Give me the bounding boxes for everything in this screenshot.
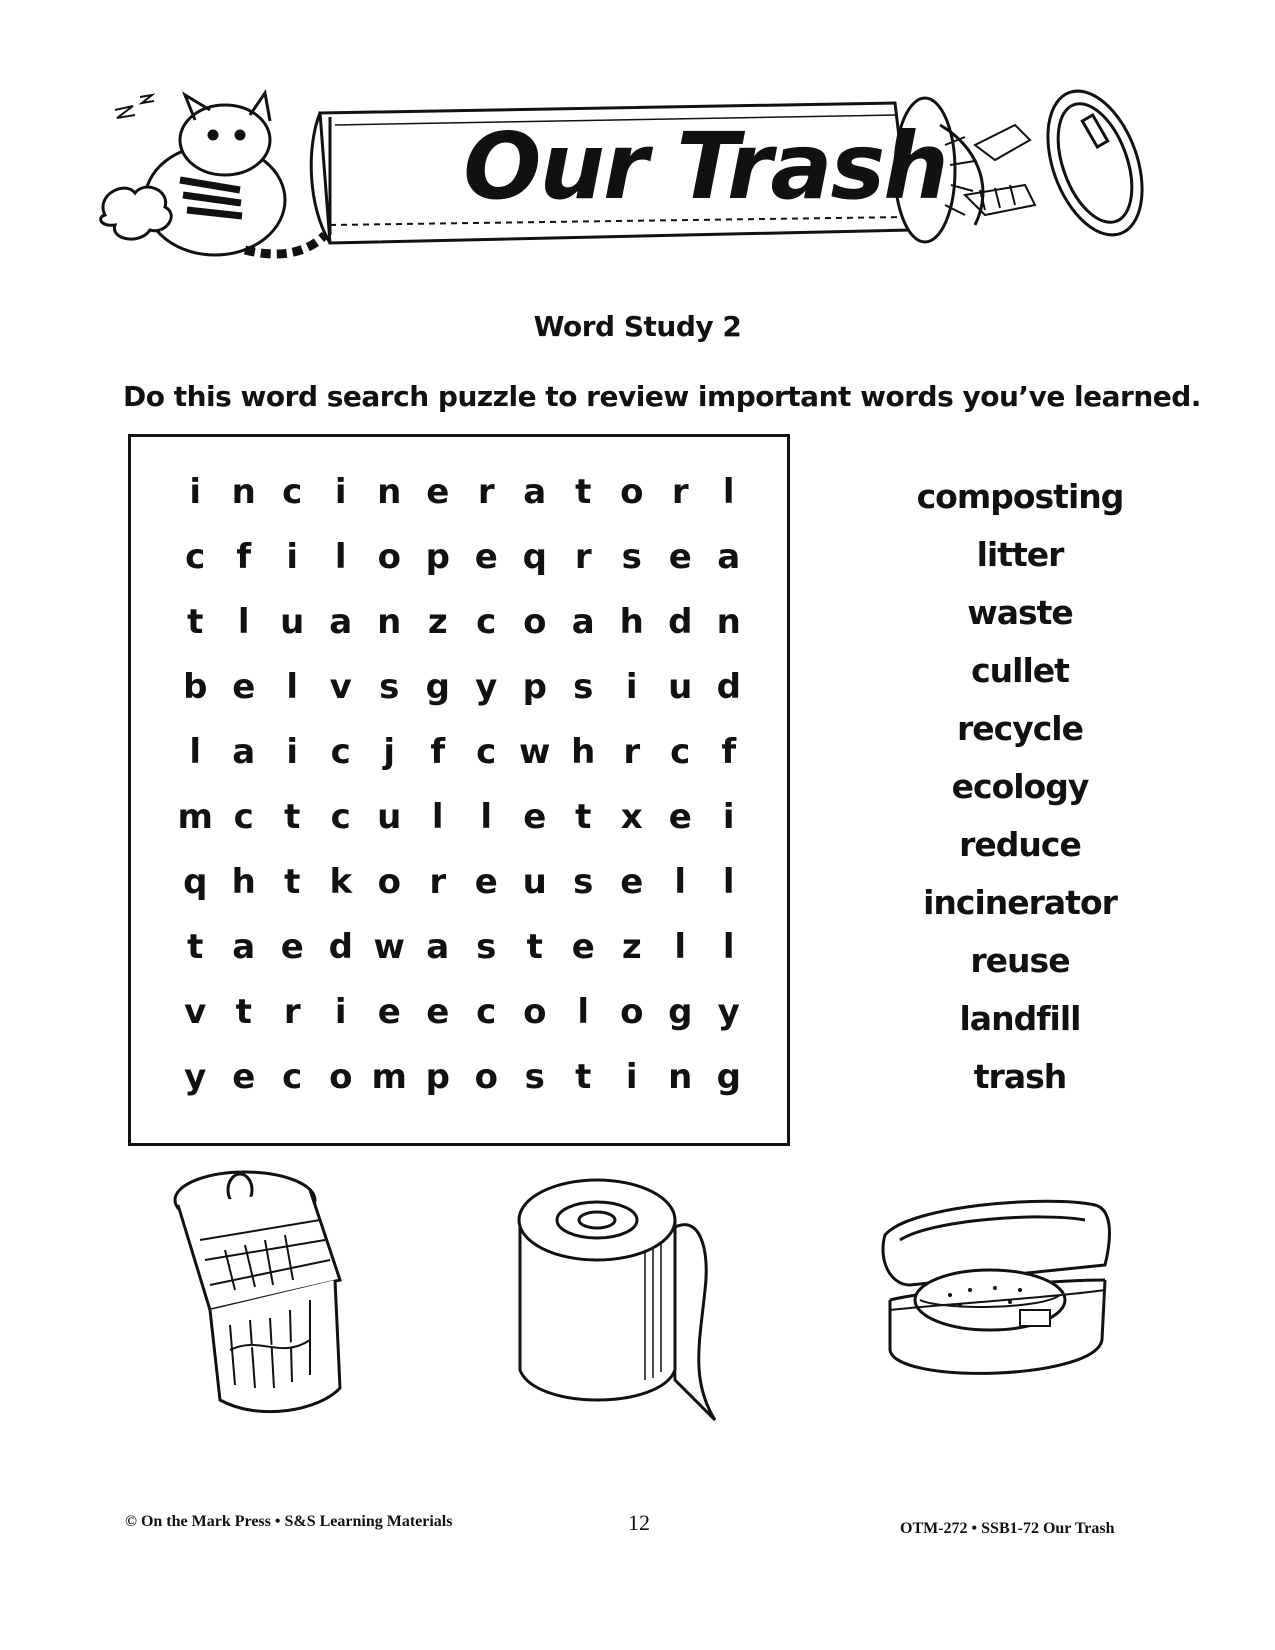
word-list-item: trash bbox=[973, 1057, 1067, 1096]
puzzle-letter: s bbox=[379, 666, 400, 707]
puzzle-letter: n bbox=[377, 471, 402, 512]
puzzle-letter: u bbox=[522, 861, 547, 902]
puzzle-letter: c bbox=[233, 796, 254, 837]
puzzle-letter: m bbox=[177, 796, 213, 837]
puzzle-letter: a bbox=[232, 926, 256, 967]
word-list-item: reuse bbox=[970, 941, 1070, 980]
puzzle-letter: q bbox=[522, 536, 547, 577]
puzzle-letter: z bbox=[621, 926, 642, 967]
puzzle-letter: i bbox=[334, 471, 347, 512]
puzzle-letter: r bbox=[623, 731, 641, 772]
puzzle-letter: o bbox=[620, 991, 644, 1032]
puzzle-letter: f bbox=[430, 731, 446, 772]
puzzle-letter: e bbox=[426, 471, 450, 512]
puzzle-letter: s bbox=[573, 666, 594, 707]
puzzle-row bbox=[171, 979, 753, 1044]
puzzle-letter: r bbox=[574, 536, 592, 577]
word-list-item: incinerator bbox=[923, 883, 1117, 922]
puzzle-letter: l bbox=[334, 536, 347, 577]
puzzle-letter: t bbox=[284, 796, 301, 837]
puzzle-letter: w bbox=[373, 926, 405, 967]
puzzle-letter: e bbox=[523, 796, 547, 837]
puzzle-letter: x bbox=[620, 796, 643, 837]
puzzle-letter: y bbox=[184, 1056, 207, 1097]
puzzle-letter: i bbox=[625, 666, 638, 707]
puzzle-letter: t bbox=[526, 926, 543, 967]
puzzle-letter: r bbox=[283, 991, 301, 1032]
word-list-item: waste bbox=[967, 593, 1073, 632]
puzzle-letter: l bbox=[431, 796, 444, 837]
puzzle-letter: v bbox=[184, 991, 207, 1032]
puzzle-letter: c bbox=[282, 471, 303, 512]
puzzle-letter: y bbox=[475, 666, 498, 707]
section-subtitle: Word Study 2 bbox=[533, 310, 742, 343]
crushed-can-icon bbox=[170, 1160, 370, 1430]
puzzle-letter: p bbox=[522, 666, 547, 707]
puzzle-letter: g bbox=[425, 666, 450, 707]
puzzle-letter: t bbox=[575, 796, 592, 837]
puzzle-letter: e bbox=[232, 1056, 256, 1097]
word-list-item: ecology bbox=[951, 767, 1089, 806]
puzzle-letter: z bbox=[427, 601, 448, 642]
word-list bbox=[890, 468, 1150, 1106]
puzzle-letter: t bbox=[575, 471, 592, 512]
puzzle-letter: k bbox=[329, 861, 353, 902]
puzzle-letter: h bbox=[619, 601, 644, 642]
puzzle-letter: e bbox=[620, 861, 644, 902]
puzzle-letter: t bbox=[235, 991, 252, 1032]
puzzle-letter: e bbox=[377, 991, 401, 1032]
word-list-item: litter bbox=[976, 535, 1064, 574]
puzzle-letter: l bbox=[189, 731, 202, 772]
puzzle-letter: r bbox=[429, 861, 447, 902]
puzzle-letter: r bbox=[477, 471, 495, 512]
puzzle-letter: c bbox=[330, 796, 351, 837]
word-list-item: composting bbox=[916, 477, 1124, 516]
puzzle-letter: l bbox=[237, 601, 250, 642]
puzzle-letter: d bbox=[328, 926, 353, 967]
puzzle-letter: l bbox=[674, 861, 687, 902]
puzzle-letter: c bbox=[282, 1056, 303, 1097]
puzzle-letter: o bbox=[377, 861, 401, 902]
puzzle-letter: e bbox=[668, 536, 692, 577]
puzzle-letter: c bbox=[476, 731, 497, 772]
puzzle-letter: w bbox=[519, 731, 551, 772]
word-list-item: recycle bbox=[957, 709, 1083, 748]
puzzle-letter: a bbox=[232, 731, 256, 772]
puzzle-letter: c bbox=[476, 601, 497, 642]
puzzle-letter: e bbox=[474, 861, 498, 902]
puzzle-letter: o bbox=[329, 1056, 353, 1097]
puzzle-letter: l bbox=[286, 666, 299, 707]
puzzle-row bbox=[171, 1044, 753, 1109]
puzzle-letter: g bbox=[668, 991, 693, 1032]
puzzle-letter: e bbox=[280, 926, 304, 967]
puzzle-letter: a bbox=[717, 536, 741, 577]
puzzle-letter: i bbox=[722, 796, 735, 837]
puzzle-letter: u bbox=[377, 796, 402, 837]
puzzle-letter: p bbox=[425, 1056, 450, 1097]
puzzle-letter: l bbox=[674, 926, 687, 967]
puzzle-row bbox=[171, 719, 753, 784]
puzzle-letter: y bbox=[717, 991, 740, 1032]
puzzle-letter: e bbox=[232, 666, 256, 707]
page-title: Our Trash bbox=[463, 113, 947, 220]
puzzle-letter: e bbox=[426, 991, 450, 1032]
puzzle-letter: i bbox=[189, 471, 202, 512]
puzzle-letter: n bbox=[668, 1056, 693, 1097]
puzzle-letter: u bbox=[668, 666, 693, 707]
puzzle-letter: u bbox=[280, 601, 305, 642]
puzzle-letter: s bbox=[573, 861, 594, 902]
puzzle-letter: e bbox=[474, 536, 498, 577]
puzzle-letter: f bbox=[236, 536, 252, 577]
puzzle-letter: a bbox=[426, 926, 450, 967]
puzzle-letter: o bbox=[523, 991, 547, 1032]
puzzle-letter: h bbox=[571, 731, 596, 772]
puzzle-letter: q bbox=[183, 861, 208, 902]
puzzle-letter: d bbox=[668, 601, 693, 642]
page-number: 12 bbox=[628, 1510, 650, 1535]
puzzle-letter: l bbox=[722, 861, 735, 902]
instructions-text: Do this word search puzzle to review important words you’ve learned. bbox=[123, 380, 1201, 413]
puzzle-letter: o bbox=[620, 471, 644, 512]
puzzle-letter: e bbox=[571, 926, 595, 967]
puzzle-letter: j bbox=[383, 731, 396, 772]
puzzle-letter: l bbox=[722, 471, 735, 512]
puzzle-letter: n bbox=[377, 601, 402, 642]
word-list-item: reduce bbox=[959, 825, 1081, 864]
puzzle-letter: v bbox=[329, 666, 352, 707]
puzzle-row bbox=[171, 524, 753, 589]
puzzle-letter: e bbox=[668, 796, 692, 837]
puzzle-row bbox=[171, 914, 753, 979]
puzzle-letter: i bbox=[286, 536, 299, 577]
puzzle-letter: l bbox=[480, 796, 493, 837]
puzzle-letter: c bbox=[476, 991, 497, 1032]
puzzle-letter: f bbox=[721, 731, 737, 772]
puzzle-letter: g bbox=[716, 1056, 741, 1097]
puzzle-letter: t bbox=[187, 926, 204, 967]
puzzle-letter: s bbox=[524, 1056, 545, 1097]
title-banner bbox=[95, 85, 1210, 285]
word-list-item: landfill bbox=[959, 999, 1081, 1038]
puzzle-letter: t bbox=[187, 601, 204, 642]
puzzle-letter: o bbox=[523, 601, 547, 642]
puzzle-letter: b bbox=[183, 666, 208, 707]
puzzle-letter: s bbox=[621, 536, 642, 577]
word-search-puzzle bbox=[128, 434, 790, 1146]
puzzle-letter: n bbox=[231, 471, 256, 512]
puzzle-letter: r bbox=[671, 471, 689, 512]
puzzle-letter: i bbox=[286, 731, 299, 772]
word-list-item: cullet bbox=[971, 651, 1069, 690]
puzzle-letter: o bbox=[377, 536, 401, 577]
footer-book-code: OTM-272 • SSB1-72 Our Trash bbox=[900, 1520, 1115, 1537]
puzzle-letter: p bbox=[425, 536, 450, 577]
puzzle-letter: a bbox=[523, 471, 547, 512]
puzzle-letter: a bbox=[571, 601, 595, 642]
puzzle-row bbox=[171, 849, 753, 914]
puzzle-letter: c bbox=[670, 731, 691, 772]
puzzle-letter: l bbox=[722, 926, 735, 967]
puzzle-letter: m bbox=[371, 1056, 407, 1097]
puzzle-letter: t bbox=[575, 1056, 592, 1097]
puzzle-row bbox=[171, 589, 753, 654]
puzzle-grid bbox=[171, 459, 753, 1109]
puzzle-letter: t bbox=[284, 861, 301, 902]
puzzle-letter: a bbox=[329, 601, 353, 642]
food-container-icon bbox=[870, 1190, 1120, 1400]
puzzle-letter: o bbox=[474, 1056, 498, 1097]
puzzle-letter: n bbox=[716, 601, 741, 642]
puzzle-letter: i bbox=[334, 991, 347, 1032]
puzzle-letter: c bbox=[330, 731, 351, 772]
footer-publisher: © On the Mark Press • S&S Learning Materials bbox=[125, 1513, 453, 1530]
paper-towel-roll-icon bbox=[515, 1170, 735, 1430]
puzzle-letter: h bbox=[231, 861, 256, 902]
puzzle-letter: i bbox=[625, 1056, 638, 1097]
puzzle-row bbox=[171, 654, 753, 719]
puzzle-letter: d bbox=[716, 666, 741, 707]
puzzle-letter: s bbox=[476, 926, 497, 967]
puzzle-letter: l bbox=[577, 991, 590, 1032]
puzzle-letter: c bbox=[185, 536, 206, 577]
puzzle-row bbox=[171, 784, 753, 849]
puzzle-row bbox=[171, 459, 753, 524]
